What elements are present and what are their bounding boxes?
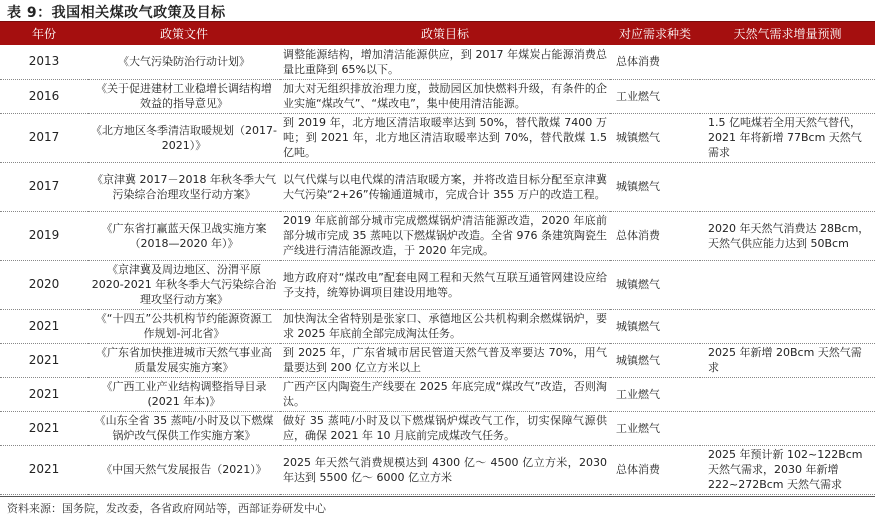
cell-policy-goal: 加大对无组织排放治理力度，鼓励园区加快燃料升级，有条件的企业实施“煤改气”、“煤改电”，集中使用清洁能源。 bbox=[280, 79, 610, 113]
cell-policy-document: 《大气污染防治行动计划》 bbox=[88, 45, 280, 79]
cell-policy-goal: 调整能源结构，增加清洁能源供应，到 2017 年煤炭占能源消费总量比重降到 65%以下。 bbox=[280, 45, 610, 79]
cell-demand-forecast bbox=[700, 45, 875, 79]
table-row bbox=[0, 211, 875, 260]
cell-demand-forecast: 2025 年新增 20Bcm 天然气需求 bbox=[700, 343, 875, 377]
cell-demand-forecast: 1.5 亿吨煤若全用天然气替代，2021 年将新增 77Bcm 天然气需求 bbox=[700, 113, 875, 162]
table-row bbox=[0, 377, 875, 411]
cell-policy-goal: 以气代煤与以电代煤的清洁取暖方案，并将改造目标分配至京津冀大气污染“2+26”传输通道城市，完成合计 355 万户的改造工程。 bbox=[280, 162, 610, 211]
cell-year: 2021 bbox=[0, 309, 88, 343]
cell-year: 2021 bbox=[0, 445, 88, 494]
cell-policy-document: 《广东省加快推进城市天然气事业高质量发展实施方案》 bbox=[88, 343, 280, 377]
cell-policy-document: 《山东全省 35 蒸吨/小时及以下燃煤锅炉改气保供工作实施方案》 bbox=[88, 411, 280, 445]
header-year: 年份 bbox=[0, 22, 88, 45]
cell-demand-forecast bbox=[700, 309, 875, 343]
cell-demand-type: 总体消费 bbox=[610, 211, 700, 260]
cell-demand-forecast: 2020 年天然气消费达 28Bcm，天然气供应能力达到 50Bcm bbox=[700, 211, 875, 260]
cell-policy-goal: 到 2019 年，北方地区清洁取暖率达到 50%，替代散煤 7400 万吨；到 2021 年，北方地区清洁取暖率达到 70%，替代散煤 1.5 亿吨。 bbox=[280, 113, 610, 162]
cell-policy-document: 《广西工业产业结构调整指导目录(2021 年本)》 bbox=[88, 377, 280, 411]
table-row bbox=[0, 343, 875, 377]
table-row bbox=[0, 45, 875, 79]
table-header-row bbox=[0, 22, 875, 45]
cell-demand-forecast bbox=[700, 411, 875, 445]
cell-year: 2021 bbox=[0, 377, 88, 411]
cell-demand-type: 城镇燃气 bbox=[610, 309, 700, 343]
cell-demand-forecast bbox=[700, 79, 875, 113]
cell-demand-type: 总体消费 bbox=[610, 445, 700, 494]
cell-policy-goal: 做好 35 蒸吨/小时及以下燃煤锅炉煤改气工作，切实保障气源供应，确保 2021 年 10 月底前完成煤改气任务。 bbox=[280, 411, 610, 445]
cell-demand-type: 工业燃气 bbox=[610, 79, 700, 113]
cell-year: 2016 bbox=[0, 79, 88, 113]
cell-policy-document: 《关于促进建材工业稳增长调结构增效益的指导意见》 bbox=[88, 79, 280, 113]
cell-policy-goal: 2019 年底前部分城市完成燃煤锅炉清洁能源改造，2020 年底前部分城市完成 35 蒸吨以下燃煤锅炉改造。全省 976 条建筑陶瓷生产线进行清洁能源改造，于 2020 年完成。 bbox=[280, 211, 610, 260]
cell-policy-document: 《“十四五”公共机构节约能源资源工作规划-河北省》 bbox=[88, 309, 280, 343]
cell-year: 2020 bbox=[0, 260, 88, 309]
cell-policy-document: 《京津冀 2017－2018 年秋冬季大气污染综合治理攻坚行动方案》 bbox=[88, 162, 280, 211]
cell-policy-goal: 2025 年天然气消费规模达到 4300 亿～ 4500 亿立方米，2030 年达到 5500 亿～ 6000 亿立方米 bbox=[280, 445, 610, 494]
cell-policy-goal: 广西产区内陶瓷生产线要在 2025 年底完成“煤改气”改造，否则淘汰。 bbox=[280, 377, 610, 411]
header-demand-type: 对应需求种类 bbox=[610, 22, 700, 45]
table-row bbox=[0, 445, 875, 494]
cell-policy-document: 《京津冀及周边地区、汾渭平原 2020-2021 年秋冬季大气污染综合治理攻坚行动方案》 bbox=[88, 260, 280, 309]
cell-demand-type: 工业燃气 bbox=[610, 377, 700, 411]
cell-demand-forecast bbox=[700, 377, 875, 411]
table-bottom-divider bbox=[0, 496, 875, 497]
table-title: 表 9：我国相关煤改气政策及目标 bbox=[7, 5, 226, 21]
policy-table bbox=[0, 22, 875, 495]
header-demand-forecast: 天然气需求增量预测 bbox=[700, 22, 875, 45]
cell-policy-document: 《广东省打赢蓝天保卫战实施方案（2018—2020 年）》 bbox=[88, 211, 280, 260]
header-policy-goal: 政策目标 bbox=[280, 22, 610, 45]
cell-demand-forecast bbox=[700, 260, 875, 309]
cell-demand-type: 总体消费 bbox=[610, 45, 700, 79]
cell-policy-goal: 加快淘汰全省特别是张家口、承德地区公共机构剩余燃煤锅炉，要求 2025 年底前全部完成淘汰任务。 bbox=[280, 309, 610, 343]
table-row bbox=[0, 309, 875, 343]
table-row bbox=[0, 411, 875, 445]
cell-demand-forecast bbox=[700, 162, 875, 211]
source-note: 资料来源：国务院，发改委，各省政府网站等，西部证券研发中心 bbox=[7, 502, 326, 515]
table-row bbox=[0, 260, 875, 309]
cell-demand-type: 工业燃气 bbox=[610, 411, 700, 445]
cell-demand-type: 城镇燃气 bbox=[610, 162, 700, 211]
table-row bbox=[0, 79, 875, 113]
cell-year: 2017 bbox=[0, 113, 88, 162]
header-policy-document: 政策文件 bbox=[88, 22, 280, 45]
cell-demand-type: 城镇燃气 bbox=[610, 113, 700, 162]
cell-year: 2021 bbox=[0, 411, 88, 445]
table-row bbox=[0, 162, 875, 211]
cell-policy-goal: 地方政府对“煤改电”配套电网工程和天然气互联互通管网建设应给予支持，统筹协调项目建设用地等。 bbox=[280, 260, 610, 309]
cell-year: 2013 bbox=[0, 45, 88, 79]
cell-policy-document: 《北方地区冬季清洁取暖规划（2017-2021）》 bbox=[88, 113, 280, 162]
table-row bbox=[0, 113, 875, 162]
cell-policy-goal: 到 2025 年，广东省城市居民管道天然气普及率要达 70%，用气量要达到 200 亿立方米以上 bbox=[280, 343, 610, 377]
cell-year: 2019 bbox=[0, 211, 88, 260]
cell-policy-document: 《中国天然气发展报告（2021）》 bbox=[88, 445, 280, 494]
cell-year: 2017 bbox=[0, 162, 88, 211]
cell-demand-forecast: 2025 年预计新 102~122Bcm 天然气需求，2030 年新增 222~272Bcm 天然气需求 bbox=[700, 445, 875, 494]
cell-demand-type: 城镇燃气 bbox=[610, 343, 700, 377]
cell-year: 2021 bbox=[0, 343, 88, 377]
cell-demand-type: 城镇燃气 bbox=[610, 260, 700, 309]
